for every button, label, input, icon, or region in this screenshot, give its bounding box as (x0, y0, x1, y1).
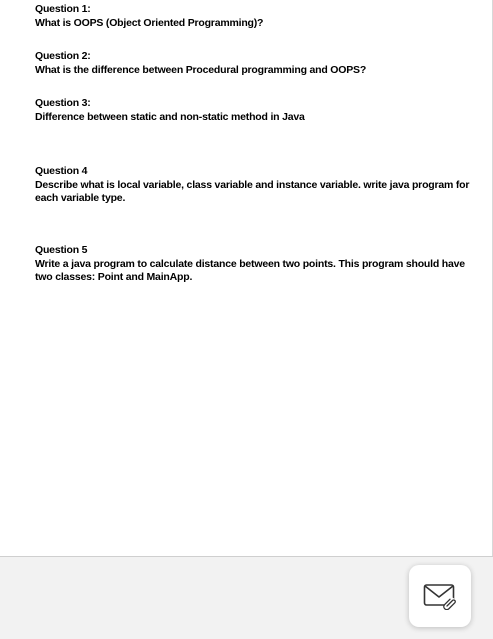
question-1-title: Question 1: (35, 3, 91, 15)
mail-attachment-icon (423, 582, 457, 610)
question-2 (35, 50, 475, 77)
question-1-text: What is OOPS (Object Oriented Programming)? (35, 17, 264, 29)
question-5-title: Question 5 (35, 244, 88, 256)
question-4-title: Question 4 (35, 165, 88, 177)
question-3-title: Question 3: (35, 97, 91, 109)
question-2-text: What is the difference between Procedural programming and OOPS? (35, 64, 367, 76)
question-3 (35, 97, 475, 124)
question-5-text: Write a java program to calculate distance between two points. This program should have two classes: Point and MainApp. (35, 258, 465, 283)
footer-bar (0, 557, 493, 639)
question-3-text: Difference between static and non-static method in Java (35, 111, 305, 123)
question-2-title: Question 2: (35, 50, 91, 62)
question-4-text: Describe what is local variable, class variable and instance variable. write java program for each variable type. (35, 179, 470, 204)
question-5 (35, 244, 475, 284)
question-1 (35, 3, 475, 30)
mail-button[interactable] (409, 565, 471, 627)
question-4 (35, 165, 475, 205)
